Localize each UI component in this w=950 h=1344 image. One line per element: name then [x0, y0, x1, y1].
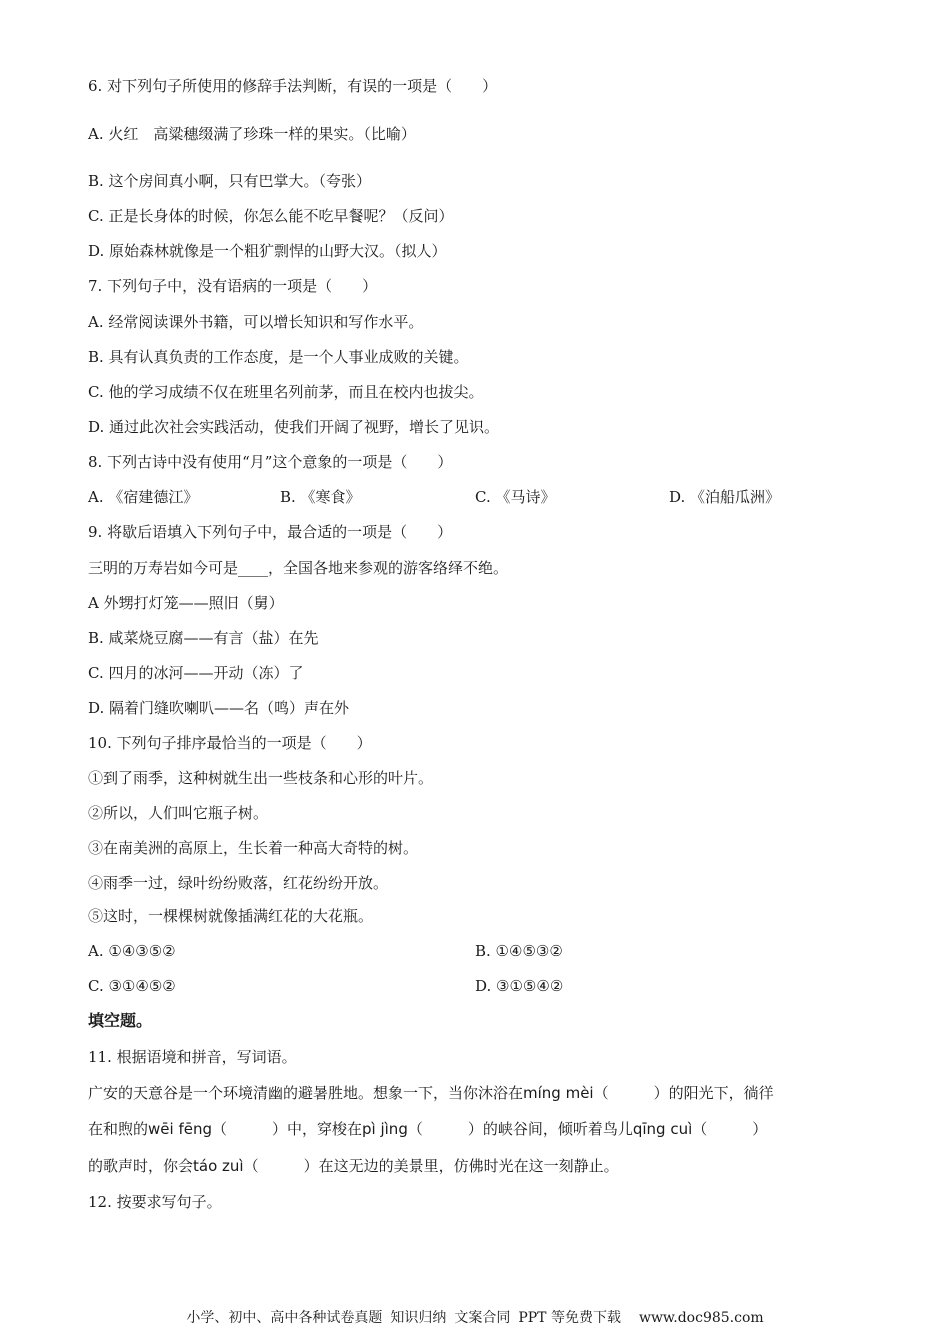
q7-option-d: D. 通过此次社会实践活动，使我们开阔了视野，增长了见识。: [88, 418, 500, 436]
q11-stem: 11. 根据语境和拼音，写词语。: [88, 1048, 297, 1066]
q7-option-b: B. 具有认真负责的工作态度，是一个人事业成败的关键。: [88, 348, 469, 366]
q11-blank-text: （ ）的阳光下，徜徉: [593, 1084, 774, 1102]
pinyin: qīng cuì: [632, 1120, 693, 1138]
footer-text: 文案合同: [454, 1310, 511, 1326]
q10-sentence-1: ①到了雨季，这种树就生出一些枝条和心形的叶片。: [88, 769, 434, 787]
q11-text: 的歌声时，你会: [88, 1157, 194, 1175]
q10-sentence-2: ②所以，人们叫它瓶子树。: [88, 804, 269, 822]
q11-blank-text: （ ）中，穿梭在: [212, 1120, 363, 1138]
q10-sentence-3: ③在南美洲的高原上，生长着一种高大奇特的树。: [88, 839, 419, 857]
q6-option-b: B. 这个房间真小啊，只有巴掌大。（夸张）: [88, 172, 372, 190]
q8-option-c: C. 《马诗》: [475, 488, 556, 506]
q9-stem: 9. 将歇后语填入下列句子中，最合适的一项是（ ）: [88, 523, 453, 541]
q8-option-d: D. 《泊船瓜洲》: [669, 488, 781, 506]
q10-option-c: C. ③①④⑤②: [88, 977, 176, 995]
q12-stem: 12. 按要求写句子。: [88, 1193, 222, 1211]
q9-option-b: B. 咸菜烧豆腐——有言（盐）在先: [88, 629, 319, 647]
q10-stem: 10. 下列句子排序最恰当的一项是（ ）: [88, 734, 372, 752]
q7-stem: 7. 下列句子中，没有语病的一项是（ ）: [88, 277, 378, 295]
q8-option-a: A. 《宿建德江》: [88, 488, 199, 506]
pinyin: pì jìng: [362, 1120, 408, 1138]
section-heading: 填空题。: [88, 1011, 153, 1030]
q11-line-2: [88, 1119, 767, 1139]
q9-option-c: C. 四月的冰河——开动（冻）了: [88, 664, 304, 682]
q10-option-d: D. ③①⑤④②: [475, 977, 564, 995]
q6-stem: 6. 对下列句子所使用的修辞手法判断，有误的一项是（ ）: [88, 77, 498, 95]
q11-blank-text: （ ）的峡谷间，倾听着鸟儿: [407, 1120, 633, 1138]
q8-option-b: B. 《寒食》: [280, 488, 361, 506]
q8-stem: 8. 下列古诗中没有使用“月”这个意象的一项是（ ）: [88, 453, 453, 471]
footer-text: 知识归纳: [390, 1310, 447, 1326]
q10-option-a: A. ①④③⑤②: [88, 942, 176, 960]
q7-option-a: A. 经常阅读课外书籍，可以增长知识和写作水平。: [88, 313, 424, 331]
footer-text: PPT 等免费下载: [518, 1310, 621, 1326]
q9-option-a: A 外甥打灯笼——照旧（舅）: [88, 594, 284, 612]
footer-text: 小学、初中、高中各种试卷真题: [186, 1310, 383, 1326]
q9-sentence: 三明的万寿岩如今可是____，全国各地来参观的游客络绎不绝。: [88, 559, 509, 577]
pinyin: táo zuì: [193, 1157, 244, 1175]
q11-blank-text: （ ）: [692, 1120, 768, 1138]
q11-text: 在和煦的: [88, 1120, 149, 1138]
q11-line-3: [88, 1156, 619, 1176]
footer-url[interactable]: www.doc985.com: [638, 1310, 764, 1326]
q7-option-c: C. 他的学习成绩不仅在班里名列前茅，而且在校内也拔尖。: [88, 383, 484, 401]
page-footer: [0, 1308, 950, 1328]
q10-sentence-4: ④雨季一过，绿叶纷纷败落，红花纷纷开放。: [88, 874, 389, 892]
pinyin: míng mèi: [523, 1084, 594, 1102]
q6-option-a: A. 火红 高粱穗缀满了珍珠一样的果实。（比喻）: [88, 125, 416, 143]
q6-option-d: D. 原始森林就像是一个粗犷剽悍的山野大汉。（拟人）: [88, 242, 447, 260]
q11-text: 广安的天意谷是一个环境清幽的避暑胜地。想象一下，当你沐浴在: [88, 1084, 524, 1102]
q6-option-c: C. 正是长身体的时候，你怎么能不吃早餐呢？（反问）: [88, 207, 454, 225]
q9-option-d: D. 隔着门缝吹喇叭——名（鸣）声在外: [88, 699, 350, 717]
q11-blank-text: （ ）在这无边的美景里，仿佛时光在这一刻静止。: [243, 1157, 619, 1175]
pinyin: wēi fēng: [148, 1120, 212, 1138]
q10-option-b: B. ①④⑤③②: [475, 942, 563, 960]
q10-sentence-5: ⑤这时，一棵棵树就像插满红花的大花瓶。: [88, 907, 374, 925]
q11-line-1: [88, 1083, 774, 1103]
